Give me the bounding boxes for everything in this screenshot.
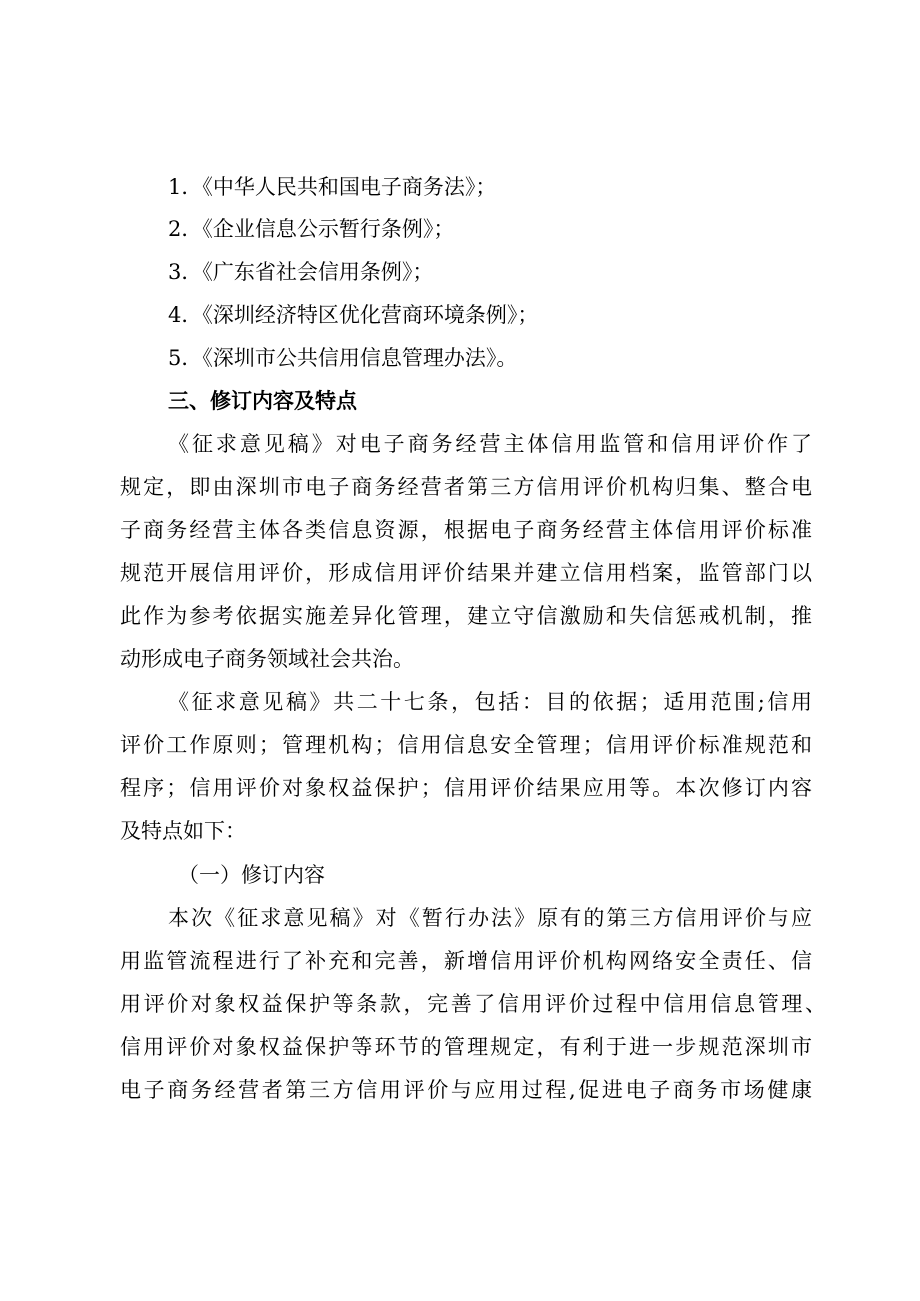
basis-item-3: 3．《广东省社会信用条例》； <box>168 260 434 284</box>
paragraph-2-line: 及特点如下： <box>120 819 246 843</box>
basis-item-4: 4．《深圳经济特区优化营商环境条例》； <box>168 303 539 327</box>
basis-item-5: 5．《深圳市公共信用信息管理办法》。 <box>168 346 518 370</box>
paragraph-3-line: 电子商务经营者第三方信用评价与应用过程,促进电子商务市场健康 <box>120 1078 812 1102</box>
basis-item-1: 1．《中华人民共和国电子商务法》； <box>168 175 497 199</box>
paragraph-1-line: 此作为参考依据实施差异化管理，建立守信激励和失信惩戒机制，推 <box>120 604 812 628</box>
paragraph-3-line: 本次《征求意见稿》对《暂行办法》原有的第三方信用评价与应 <box>168 906 812 930</box>
paragraph-1-line: 子商务经营主体各类信息资源，根据电子商务经营主体信用评价标准 <box>120 518 812 542</box>
paragraph-2-line: 评价工作原则；管理机构；信用信息安全管理；信用评价标准规范和 <box>120 733 812 757</box>
paragraph-3-line: 用监管流程进行了补充和完善，新增信用评价机构网络安全责任、信 <box>120 949 812 973</box>
paragraph-2-line: 程序；信用评价对象权益保护；信用评价结果应用等。本次修订内容 <box>120 776 812 800</box>
paragraph-2-line: 《征求意见稿》共二十七条，包括：目的依据；适用范围;信用 <box>168 690 812 714</box>
section-heading: 三、修订内容及特点 <box>168 388 357 413</box>
paragraph-1-line: 规范开展信用评价，形成信用评价结果并建立信用档案，监管部门以 <box>120 561 812 585</box>
paragraph-3-line: 用评价对象权益保护等条款，完善了信用评价过程中信用信息管理、 <box>120 992 826 1016</box>
paragraph-3-line: 信用评价对象权益保护等环节的管理规定，有利于进一步规范深圳市 <box>120 1035 812 1059</box>
paragraph-1-line: 规定，即由深圳市电子商务经营者第三方信用评价机构归集、整合电 <box>120 475 812 499</box>
paragraph-1-line: 《征求意见稿》对电子商务经营主体信用监管和信用评价作了 <box>168 432 812 456</box>
paragraph-1-line: 动形成电子商务领域社会共治。 <box>120 647 414 671</box>
subheading: （一）修订内容 <box>178 863 325 887</box>
basis-item-2: 2．《企业信息公示暂行条例》； <box>168 217 455 241</box>
